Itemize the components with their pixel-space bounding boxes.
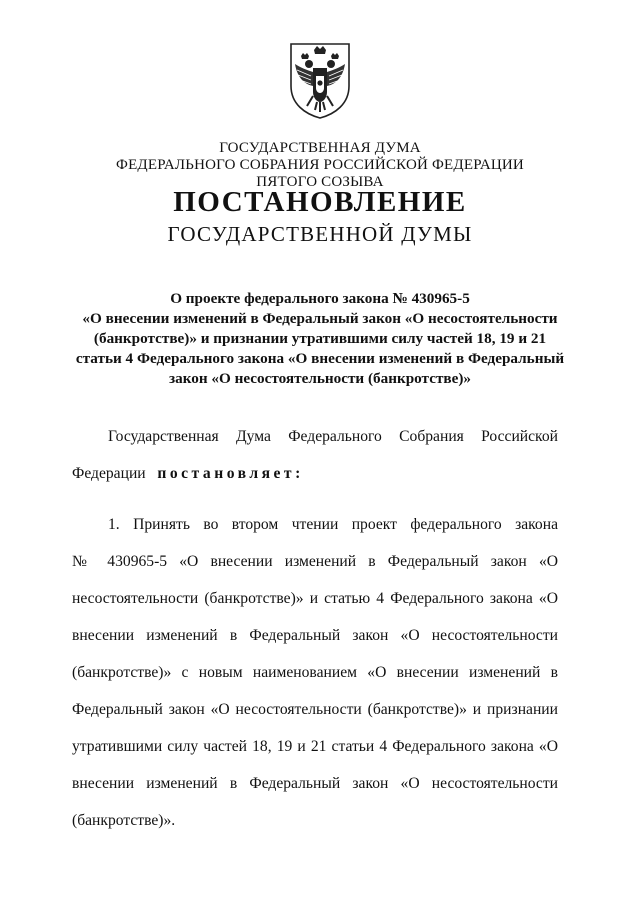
- subject-line: (банкротстве)» и признании утратившими силу частей 18, 19 и 21: [93, 330, 547, 347]
- coat-of-arms-icon: [287, 40, 353, 120]
- org-name-line-2: ФЕДЕРАЛЬНОГО СОБРАНИЯ РОССИЙСКОЙ ФЕДЕРАЦИИ: [116, 157, 524, 173]
- clause-1-line: утратившими силу частей 18, 19 и 21 статьи 4 Федерального закона «О: [72, 738, 558, 755]
- subject-line: «О внесении изменений в Федеральный закон «О несостоятельности: [82, 310, 558, 327]
- clause-1-line: № 430965-5 «О внесении изменений в Федеральный закон «О: [72, 553, 558, 570]
- subject-line: статьи 4 Федерального закона «О внесении изменений в Федеральный: [75, 350, 565, 367]
- convocation-line: ПЯТОГО СОЗЫВА: [256, 174, 384, 190]
- preamble-line-1: Государственная Дума Федерального Собрания Российской: [108, 428, 558, 445]
- preamble-country: Федерации: [72, 465, 146, 482]
- subject-line: О проекте федерального закона № 430965-5: [170, 290, 470, 307]
- clause-1-line: (банкротстве)» с новым наименованием «О внесении изменений в: [72, 664, 558, 681]
- preamble-line-2: [72, 465, 558, 483]
- clause-1-line: несостоятельности (банкротстве)» и статью 4 Федерального закона «О: [72, 590, 558, 607]
- clause-1-line: 1. Принять во втором чтении проект федерального закона: [108, 516, 558, 533]
- clause-1-line: Федеральный закон «О несостоятельности (банкротстве)» и признании: [72, 701, 558, 718]
- clause-1-line: внесении изменений в Федеральный закон «О несостоятельности: [72, 627, 558, 644]
- org-name-line-1: ГОСУДАРСТВЕННАЯ ДУМА: [219, 140, 421, 156]
- document-issuer-title: ГОСУДАРСТВЕННОЙ ДУМЫ: [167, 222, 473, 246]
- preamble-verb: постановляет:: [157, 465, 304, 482]
- document-type-title: ПОСТАНОВЛЕНИЕ: [173, 186, 467, 218]
- resolution-subject: [60, 289, 580, 389]
- clause-1-line: внесении изменений в Федеральный закон «О несостоятельности: [72, 775, 558, 792]
- subject-line: закон «О несостоятельности (банкротстве)»: [169, 370, 471, 387]
- clause-1-line: (банкротстве)».: [72, 812, 176, 829]
